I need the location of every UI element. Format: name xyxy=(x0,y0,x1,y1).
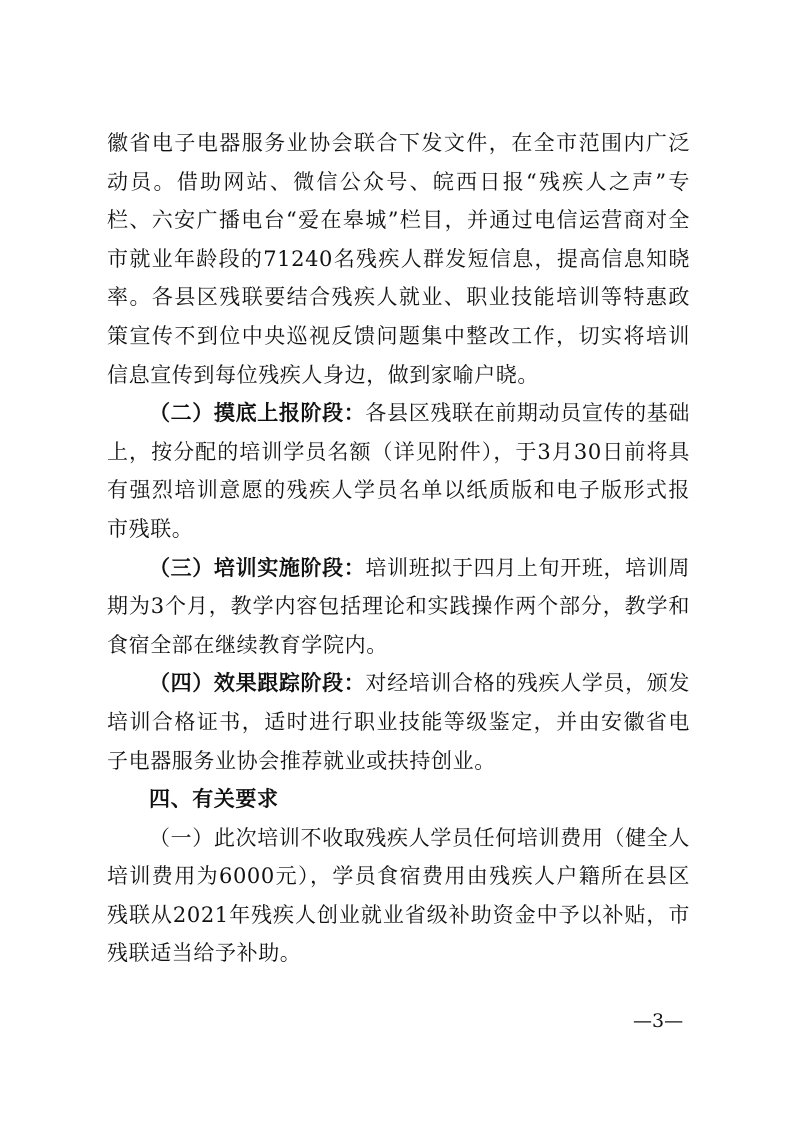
document-body xyxy=(107,124,690,973)
paragraph-training-stage xyxy=(107,549,690,665)
paragraph-survey-stage xyxy=(107,394,690,548)
paragraph-requirement-1: （一）此次培训不收取残疾人学员任何培训费用（健全人培训费用为6000元），学员食宿费用由残疾人户籍所在县区残联从2021年残疾人创业就业省级补助资金中予以补贴，市残联适当给予补助。 xyxy=(107,825,690,966)
stage-label: （二）摸底上报阶段： xyxy=(149,401,366,426)
paragraph-publicity xyxy=(107,124,690,394)
page-number: —3— xyxy=(633,1010,684,1032)
paragraph-followup-stage xyxy=(107,664,690,780)
stage-label: （四）效果跟踪阶段： xyxy=(149,671,366,696)
paragraph-text: 徽省电子电器服务业协会联合下发文件，在全市范围内广泛动员。借助网站、微信公众号、皖西日报“残疾人之声”专栏、六安广播电台“爱在皋城”栏目，并通过电信运营商对全市就业年龄段的71240名残疾人群发短信息，提高信息知晓率。各县区残联要结合残疾人就业、职业技能培训等特惠政策宣传不到位中央巡视反馈问题集中整改工作，切实将培训信息宣传到每位残疾人身边，做到家喻户晓。 xyxy=(107,131,690,387)
section-heading: 四、有关要求 xyxy=(149,787,279,812)
stage-label: （三）培训实施阶段： xyxy=(149,555,366,580)
paragraph-text: 对经培训合格的残疾人学员，颁发培训合格证书，适时进行职业技能等级鉴定，并由安徽省电子电器服务业协会推荐就业或扶持创业。 xyxy=(107,671,691,773)
paragraph-text: 培训班拟于四月上旬开班，培训周期为3个月，教学内容包括理论和实践操作两个部分，教学和食宿全部在继续教育学院内。 xyxy=(107,555,691,657)
paragraph-text: 各县区残联在前期动员宣传的基础上，按分配的培训学员名额（详见附件），于3月30日前将具有强烈培训意愿的残疾人学员名单以纸质版和电子版形式报市残联。 xyxy=(107,401,691,541)
